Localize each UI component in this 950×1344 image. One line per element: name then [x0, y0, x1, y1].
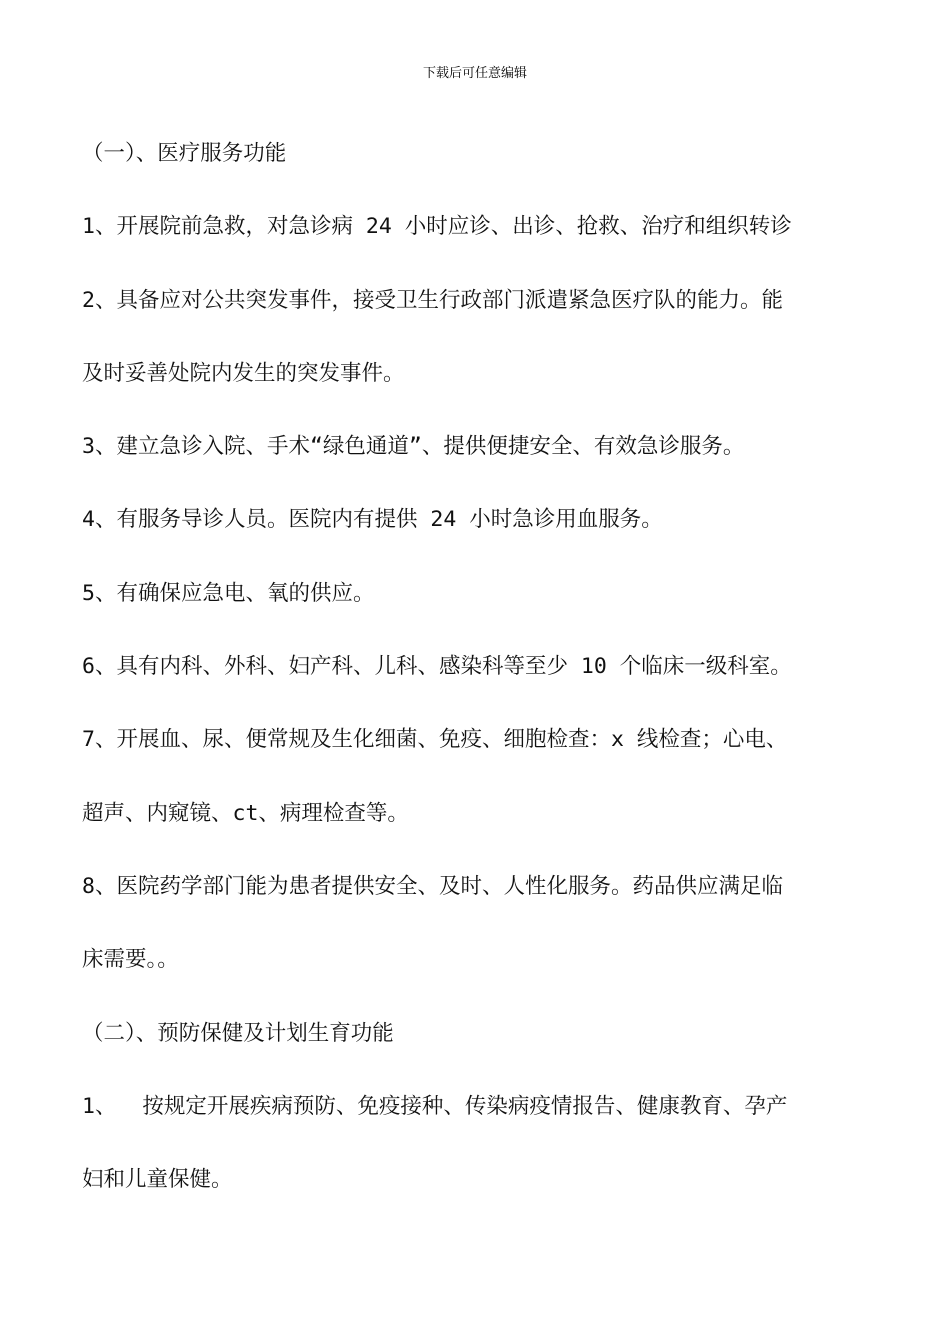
- text-line: 4、有服务导诊人员。医院内有提供 24 小时急诊用血服务。: [82, 507, 663, 533]
- section-heading-prevention-healthcare: （二）、预防保健及计划生育功能: [82, 1020, 394, 1046]
- text-line: 1、开展院前急救，对急诊病 24 小时应诊、出诊、抢救、治疗和组织转诊: [82, 214, 792, 240]
- text-line: 6、具有内科、外科、妇产科、儿科、感染科等至少 10 个临床一级科室。: [82, 654, 792, 680]
- text-line: 7、开展血、尿、便常规及生化细菌、免疫、细胞检查：x 线检查；心电、: [82, 727, 788, 753]
- document-body: [82, 117, 882, 1216]
- text-line: 5、有确保应急电、氧的供应。: [82, 580, 375, 606]
- text-line: 及时妥善处院内发生的突发事件。: [82, 360, 405, 386]
- text-line: 2、具备应对公共突发事件，接受卫生行政部门派遣紧急医疗队的能力。能: [82, 287, 783, 313]
- text-line: 床需要。。: [82, 947, 179, 973]
- text-line: 超声、内窥镜、ct、病理检查等。: [82, 800, 409, 826]
- text-line: 3、建立急诊入院、手术“绿色通道”、提供便捷安全、有效急诊服务。: [82, 434, 745, 460]
- text-line: 8、医院药学部门能为患者提供安全、及时、人性化服务。药品供应满足临: [82, 873, 783, 899]
- text-line: 1、 按规定开展疾病预防、免疫接种、传染病疫情报告、健康教育、孕产: [82, 1093, 788, 1119]
- text-line: 妇和儿童保健。: [82, 1167, 233, 1193]
- section-heading-medical-services: （一）、医疗服务功能: [82, 141, 287, 166]
- page-header-note: 下载后可任意编辑: [422, 66, 527, 81]
